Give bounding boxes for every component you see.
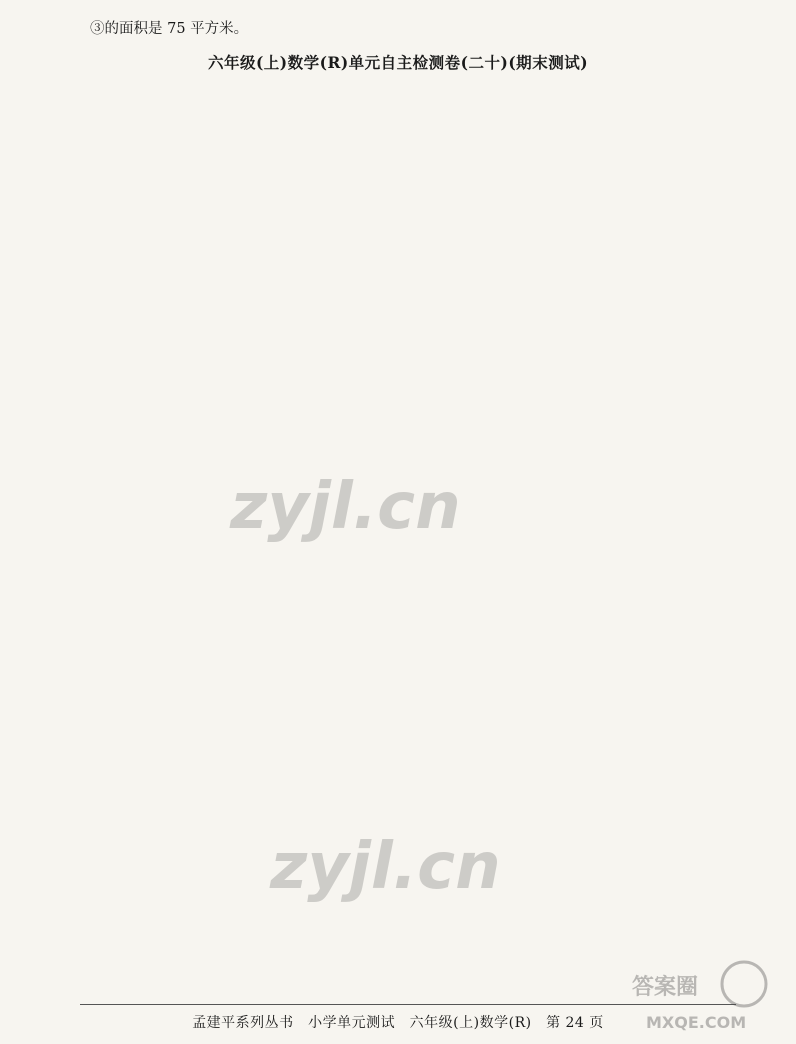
top-line: ③的面积是 75 平方米。 — [90, 21, 249, 37]
logo-icon — [626, 950, 776, 1040]
watermark: zyjl.cn — [270, 830, 501, 904]
logo-text: 答案圈 — [632, 975, 699, 1000]
page-title: 六年级(上)数学(R)单元自主检测卷(二十)(期末测试) — [207, 53, 589, 72]
logo-sub: MXQE.COM — [646, 1013, 747, 1032]
footer: 孟建平系列丛书 小学单元测试 六年级(上)数学(R) 第 24 页 — [192, 1015, 604, 1031]
watermark: zyjl.cn — [230, 470, 461, 544]
